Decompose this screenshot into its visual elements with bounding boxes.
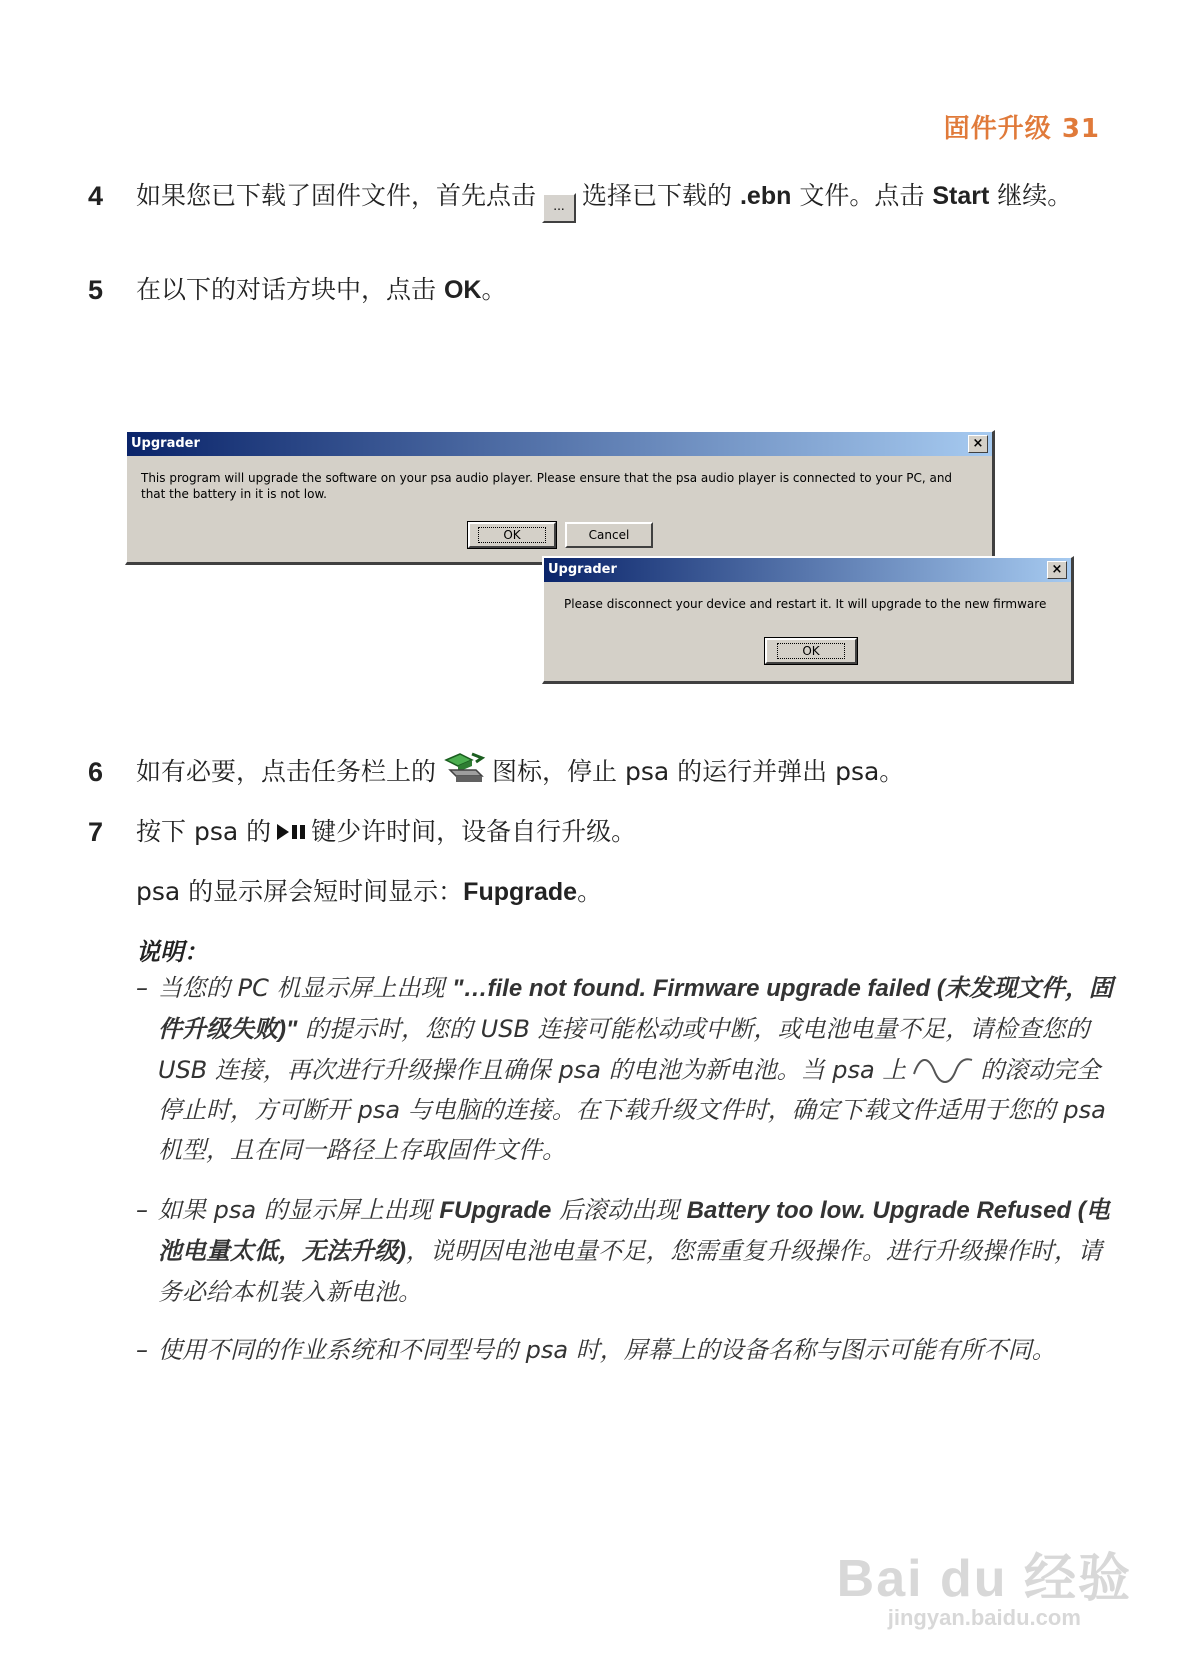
bullet-dash: –: [136, 1336, 148, 1364]
display-line: psa 的显示屏会短时间显示：Fupgrade。: [136, 877, 603, 906]
step-6: [88, 752, 1116, 792]
step-4: [88, 176, 1116, 223]
step-text: 如果您已下载了固件文件，首先点击 ... 选择已下载的 .ebn 文件。点击 Start 继续。: [136, 176, 1116, 223]
notes-title: 说明：: [136, 938, 208, 966]
bullet-dash: –: [136, 1196, 148, 1224]
ok-button[interactable]: OK: [468, 522, 556, 548]
step-number: 4: [88, 181, 104, 211]
step-5: [88, 270, 1116, 310]
note-3: – 使用不同的作业系统和不同型号的 psa 时，屏幕上的设备名称与图示可能有所不同。: [136, 1330, 1116, 1370]
close-icon[interactable]: ×: [1047, 561, 1067, 579]
bullet-dash: –: [136, 974, 148, 1002]
baidu-watermark: [837, 1536, 1132, 1631]
close-icon[interactable]: ×: [968, 435, 988, 453]
step-text: 按下 psa 的 键少许时间，设备自行升级。: [136, 817, 637, 846]
step-7: [88, 812, 1116, 852]
dialog-titlebar: Upgrader ×: [127, 432, 992, 456]
ok-button[interactable]: OK: [765, 638, 857, 664]
step-number: 6: [88, 757, 104, 787]
browse-button-icon: ...: [542, 193, 576, 223]
upgrader-dialog-2: [542, 556, 1074, 684]
watermark-url: jingyan.baidu.com: [887, 1605, 1081, 1630]
step-number: 7: [88, 817, 104, 847]
safely-remove-hardware-icon: [442, 752, 486, 786]
note-2: – 如果 psa 的显示屏上出现 FUpgrade 后滚动出现 Battery too low. Upgrade Refused (电池电量太低，无法升级)，说明因电池电量不足，您需重复升级操作。进行升级操作时，请务必给本机装入新电池。: [136, 1190, 1116, 1312]
dialog-message: Please disconnect your device and restart it. It will upgrade to the new firmware: [564, 597, 1047, 611]
dialog-titlebar: Upgrader ×: [544, 558, 1071, 582]
cancel-button[interactable]: Cancel: [565, 522, 653, 548]
page-header: 固件升级 31: [943, 114, 1100, 144]
upgrader-dialog-1: [125, 430, 995, 565]
step-text: 如有必要，点击任务栏上的 图标，停止 psa 的运行并弹出 psa。: [136, 752, 1116, 792]
step-number: 5: [88, 275, 104, 305]
scrolling-wave-icon: [910, 1054, 976, 1088]
note-1: – 当您的 PC 机显示屏上出现 "…file not found. Firmware upgrade failed (未发现文件，固件升级失败)" 的提示时，您的 USB 连接可能松动或中断，或电池电量不足，请检查您的 USB 连接，再次进行升级操作且确保 psa 的电池为新电池。当 psa 上 的滚动完全停止时，方可断开 psa 与电脑的连接。在下载升级文件时，确定下载文件适用于您的 psa 机型，且在同一路径上存取固件文件。: [136, 968, 1116, 1170]
step-text: 在以下的对话方块中，点击 OK。: [136, 275, 507, 304]
play-pause-icon: [275, 822, 307, 842]
dialog-message: This program will upgrade the software on your psa audio player. Please ensure that the psa audio player is connected to your PC, and that the battery in it is not low.: [141, 471, 953, 501]
watermark-brand: Bai du 经验: [836, 1550, 1132, 1608]
